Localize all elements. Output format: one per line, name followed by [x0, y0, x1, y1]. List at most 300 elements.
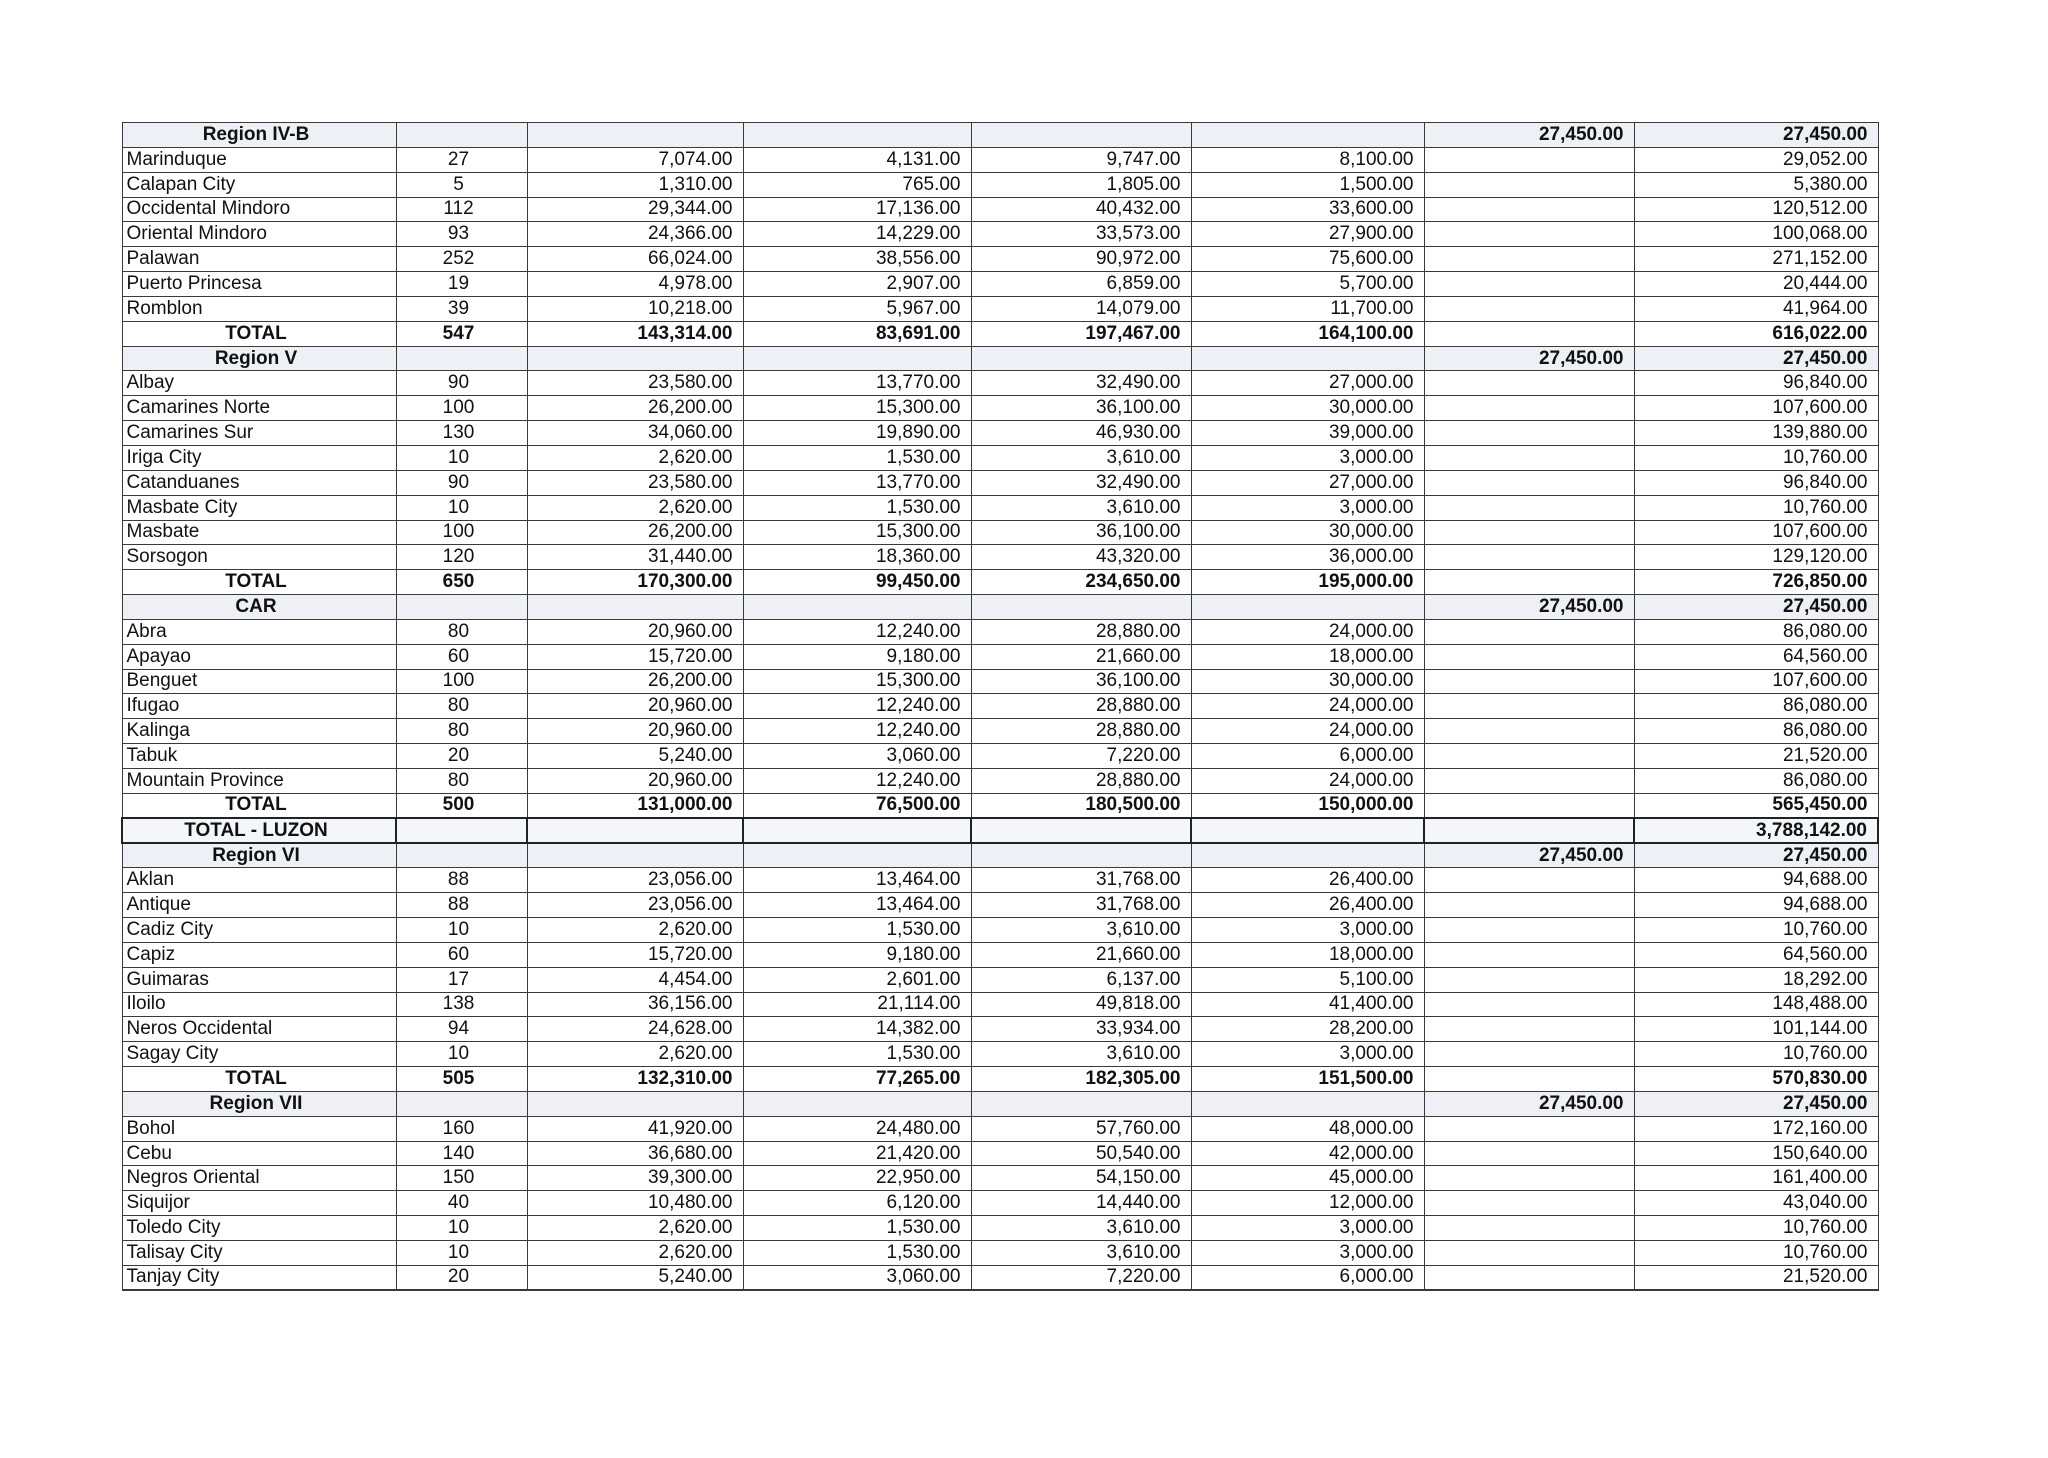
amount-col-3-cell: 36,100.00 [971, 669, 1191, 694]
amount-col-4-cell: 3,000.00 [1191, 495, 1424, 520]
count-cell: 80 [396, 768, 527, 793]
count-cell: 88 [396, 893, 527, 918]
amount-col-1-cell: 170,300.00 [527, 570, 743, 595]
amount-col-1-cell: 34,060.00 [527, 421, 743, 446]
amount-col-4-cell: 164,100.00 [1191, 321, 1424, 346]
count-cell: 90 [396, 371, 527, 396]
amount-col-4-cell [1191, 346, 1424, 371]
count-cell: 100 [396, 396, 527, 421]
row-total-cell: 27,450.00 [1634, 123, 1878, 148]
amount-col-1-cell: 20,960.00 [527, 619, 743, 644]
regional-amount-cell [1424, 694, 1634, 719]
amount-col-1-cell: 2,620.00 [527, 918, 743, 943]
amount-col-3-cell: 33,934.00 [971, 1017, 1191, 1042]
amount-col-1-cell [527, 843, 743, 868]
regional-amount-cell [1424, 421, 1634, 446]
amount-col-3-cell: 3,610.00 [971, 1042, 1191, 1067]
regional-amount-cell [1424, 942, 1634, 967]
region-header-row [122, 595, 1878, 620]
table-row [122, 147, 1878, 172]
amount-col-2-cell: 17,136.00 [743, 197, 971, 222]
table-body [122, 123, 1878, 1291]
amount-col-2-cell: 38,556.00 [743, 247, 971, 272]
regional-amount-cell [1424, 222, 1634, 247]
amount-col-1-cell: 7,074.00 [527, 147, 743, 172]
amount-col-4-cell: 24,000.00 [1191, 768, 1424, 793]
amount-col-3-cell: 7,220.00 [971, 1265, 1191, 1290]
count-cell: 39 [396, 296, 527, 321]
amount-col-3-cell: 6,137.00 [971, 967, 1191, 992]
row-total-cell: 10,760.00 [1634, 1216, 1878, 1241]
amount-col-4-cell: 28,200.00 [1191, 1017, 1424, 1042]
regional-amount-cell [1424, 967, 1634, 992]
amount-col-4-cell: 3,000.00 [1191, 1216, 1424, 1241]
amount-col-2-cell: 18,360.00 [743, 545, 971, 570]
amount-col-1-cell [527, 818, 743, 843]
count-cell: 500 [396, 793, 527, 818]
regional-amount-cell [1424, 495, 1634, 520]
amount-col-3-cell: 21,660.00 [971, 644, 1191, 669]
table-row [122, 421, 1878, 446]
province-name-cell: Mountain Province [122, 768, 396, 793]
row-total-cell: 21,520.00 [1634, 1265, 1878, 1290]
row-total-cell: 172,160.00 [1634, 1116, 1878, 1141]
amount-col-4-cell: 195,000.00 [1191, 570, 1424, 595]
province-name-cell: CAR [122, 595, 396, 620]
amount-col-4-cell: 11,700.00 [1191, 296, 1424, 321]
regional-amount-cell [1424, 520, 1634, 545]
amount-col-1-cell: 10,480.00 [527, 1191, 743, 1216]
province-name-cell: TOTAL [122, 793, 396, 818]
regional-amount-cell [1424, 719, 1634, 744]
province-name-cell: Cebu [122, 1141, 396, 1166]
row-total-cell: 120,512.00 [1634, 197, 1878, 222]
amount-col-2-cell: 765.00 [743, 172, 971, 197]
table-row [122, 371, 1878, 396]
count-cell: 112 [396, 197, 527, 222]
table-row [122, 918, 1878, 943]
amount-col-3-cell: 21,660.00 [971, 942, 1191, 967]
region-header-row [122, 843, 1878, 868]
amount-col-2-cell: 22,950.00 [743, 1166, 971, 1191]
table-row [122, 520, 1878, 545]
province-name-cell: TOTAL [122, 321, 396, 346]
amount-col-4-cell: 41,400.00 [1191, 992, 1424, 1017]
count-cell: 547 [396, 321, 527, 346]
province-name-cell: Aklan [122, 868, 396, 893]
amount-col-1-cell: 20,960.00 [527, 768, 743, 793]
amount-col-2-cell: 2,907.00 [743, 272, 971, 297]
amount-col-1-cell: 1,310.00 [527, 172, 743, 197]
regional-amount-cell [1424, 768, 1634, 793]
amount-col-1-cell: 143,314.00 [527, 321, 743, 346]
amount-col-4-cell: 5,700.00 [1191, 272, 1424, 297]
regional-amount-cell [1424, 470, 1634, 495]
table-row [122, 296, 1878, 321]
regional-amount-cell [1424, 570, 1634, 595]
province-name-cell: Bohol [122, 1116, 396, 1141]
amount-col-3-cell: 28,880.00 [971, 619, 1191, 644]
amount-col-1-cell: 2,620.00 [527, 1240, 743, 1265]
row-total-cell: 161,400.00 [1634, 1166, 1878, 1191]
amount-col-4-cell [1191, 818, 1424, 843]
row-total-cell: 10,760.00 [1634, 1042, 1878, 1067]
table-row [122, 1042, 1878, 1067]
province-name-cell: Tabuk [122, 744, 396, 769]
count-cell: 160 [396, 1116, 527, 1141]
amount-col-2-cell: 1,530.00 [743, 1042, 971, 1067]
count-cell: 100 [396, 520, 527, 545]
amount-col-3-cell: 31,768.00 [971, 868, 1191, 893]
province-name-cell: Masbate City [122, 495, 396, 520]
table-row [122, 396, 1878, 421]
row-total-cell: 27,450.00 [1634, 843, 1878, 868]
row-total-cell: 107,600.00 [1634, 520, 1878, 545]
amount-col-2-cell: 12,240.00 [743, 719, 971, 744]
amount-col-4-cell: 6,000.00 [1191, 1265, 1424, 1290]
amount-col-2-cell: 12,240.00 [743, 768, 971, 793]
table-row [122, 545, 1878, 570]
row-total-cell: 86,080.00 [1634, 719, 1878, 744]
row-total-cell: 107,600.00 [1634, 669, 1878, 694]
row-total-cell: 616,022.00 [1634, 321, 1878, 346]
province-name-cell: Calapan City [122, 172, 396, 197]
province-name-cell: Catanduanes [122, 470, 396, 495]
amount-col-3-cell: 6,859.00 [971, 272, 1191, 297]
count-cell [396, 843, 527, 868]
amount-col-4-cell: 26,400.00 [1191, 893, 1424, 918]
count-cell [396, 818, 527, 843]
count-cell: 20 [396, 744, 527, 769]
province-name-cell: Cadiz City [122, 918, 396, 943]
amount-col-1-cell [527, 346, 743, 371]
regional-amount-cell [1424, 893, 1634, 918]
table-row [122, 644, 1878, 669]
province-name-cell: Region IV-B [122, 123, 396, 148]
row-total-cell: 565,450.00 [1634, 793, 1878, 818]
amount-col-4-cell: 45,000.00 [1191, 1166, 1424, 1191]
regional-amount-cell [1424, 1116, 1634, 1141]
province-name-cell: Talisay City [122, 1240, 396, 1265]
row-total-cell: 10,760.00 [1634, 495, 1878, 520]
amount-col-4-cell: 30,000.00 [1191, 396, 1424, 421]
row-total-cell: 86,080.00 [1634, 619, 1878, 644]
amount-col-2-cell: 1,530.00 [743, 1216, 971, 1241]
regional-amount-cell [1424, 1141, 1634, 1166]
amount-col-1-cell: 26,200.00 [527, 520, 743, 545]
row-total-cell: 726,850.00 [1634, 570, 1878, 595]
province-name-cell: Ifugao [122, 694, 396, 719]
amount-col-3-cell: 3,610.00 [971, 495, 1191, 520]
row-total-cell: 100,068.00 [1634, 222, 1878, 247]
amount-col-4-cell: 24,000.00 [1191, 719, 1424, 744]
amount-col-4-cell: 18,000.00 [1191, 644, 1424, 669]
regional-amount-cell: 27,450.00 [1424, 123, 1634, 148]
regional-amount-cell [1424, 1265, 1634, 1290]
amount-col-1-cell: 2,620.00 [527, 1042, 743, 1067]
amount-col-3-cell: 14,079.00 [971, 296, 1191, 321]
count-cell: 150 [396, 1166, 527, 1191]
amount-col-2-cell: 3,060.00 [743, 744, 971, 769]
regional-amount-cell [1424, 669, 1634, 694]
amount-col-2-cell [743, 843, 971, 868]
count-cell: 5 [396, 172, 527, 197]
amount-col-4-cell: 3,000.00 [1191, 1042, 1424, 1067]
amount-col-2-cell: 13,770.00 [743, 371, 971, 396]
regional-amount-cell [1424, 396, 1634, 421]
table-row [122, 744, 1878, 769]
amount-col-1-cell: 10,218.00 [527, 296, 743, 321]
count-cell: 90 [396, 470, 527, 495]
amount-col-3-cell: 182,305.00 [971, 1067, 1191, 1092]
province-name-cell: Marinduque [122, 147, 396, 172]
count-cell: 138 [396, 992, 527, 1017]
amount-col-3-cell: 40,432.00 [971, 197, 1191, 222]
region-header-row [122, 123, 1878, 148]
row-total-cell: 10,760.00 [1634, 1240, 1878, 1265]
table-row [122, 967, 1878, 992]
amount-col-2-cell: 1,530.00 [743, 918, 971, 943]
row-total-cell: 20,444.00 [1634, 272, 1878, 297]
amount-col-4-cell: 8,100.00 [1191, 147, 1424, 172]
row-total-cell: 150,640.00 [1634, 1141, 1878, 1166]
row-total-cell: 129,120.00 [1634, 545, 1878, 570]
amount-col-4-cell: 3,000.00 [1191, 445, 1424, 470]
count-cell: 650 [396, 570, 527, 595]
row-total-cell: 96,840.00 [1634, 470, 1878, 495]
amount-col-3-cell: 50,540.00 [971, 1141, 1191, 1166]
province-name-cell: Masbate [122, 520, 396, 545]
regional-amount-cell: 27,450.00 [1424, 1091, 1634, 1116]
row-total-cell: 96,840.00 [1634, 371, 1878, 396]
amount-col-3-cell: 31,768.00 [971, 893, 1191, 918]
count-cell: 505 [396, 1067, 527, 1092]
row-total-cell: 10,760.00 [1634, 445, 1878, 470]
amount-col-2-cell: 13,770.00 [743, 470, 971, 495]
count-cell: 60 [396, 942, 527, 967]
regional-amount-cell [1424, 371, 1634, 396]
amount-col-2-cell: 14,382.00 [743, 1017, 971, 1042]
regional-amount-cell [1424, 644, 1634, 669]
table-row [122, 1116, 1878, 1141]
amount-col-2-cell: 19,890.00 [743, 421, 971, 446]
province-name-cell: Kalinga [122, 719, 396, 744]
amount-col-4-cell: 42,000.00 [1191, 1141, 1424, 1166]
amount-col-2-cell: 13,464.00 [743, 893, 971, 918]
allocation-table [121, 122, 1879, 1291]
regional-amount-cell [1424, 197, 1634, 222]
row-total-cell: 3,788,142.00 [1634, 818, 1878, 843]
amount-col-1-cell: 26,200.00 [527, 669, 743, 694]
province-name-cell: Sorsogon [122, 545, 396, 570]
amount-col-4-cell: 36,000.00 [1191, 545, 1424, 570]
table-row [122, 768, 1878, 793]
amount-col-3-cell: 46,930.00 [971, 421, 1191, 446]
amount-col-2-cell: 21,420.00 [743, 1141, 971, 1166]
amount-col-2-cell: 24,480.00 [743, 1116, 971, 1141]
table-row [122, 1166, 1878, 1191]
count-cell: 94 [396, 1017, 527, 1042]
amount-col-1-cell: 29,344.00 [527, 197, 743, 222]
amount-col-4-cell: 1,500.00 [1191, 172, 1424, 197]
amount-col-4-cell: 75,600.00 [1191, 247, 1424, 272]
amount-col-2-cell: 12,240.00 [743, 619, 971, 644]
amount-col-2-cell: 1,530.00 [743, 1240, 971, 1265]
count-cell: 88 [396, 868, 527, 893]
province-name-cell: Capiz [122, 942, 396, 967]
row-total-cell: 5,380.00 [1634, 172, 1878, 197]
regional-amount-cell [1424, 272, 1634, 297]
amount-col-3-cell: 90,972.00 [971, 247, 1191, 272]
province-name-cell: Camarines Norte [122, 396, 396, 421]
amount-col-2-cell: 77,265.00 [743, 1067, 971, 1092]
amount-col-4-cell: 27,900.00 [1191, 222, 1424, 247]
amount-col-3-cell: 49,818.00 [971, 992, 1191, 1017]
amount-col-4-cell: 151,500.00 [1191, 1067, 1424, 1092]
table-row [122, 495, 1878, 520]
province-name-cell: Benguet [122, 669, 396, 694]
amount-col-3-cell [971, 1091, 1191, 1116]
regional-amount-cell [1424, 992, 1634, 1017]
count-cell [396, 346, 527, 371]
amount-col-2-cell [743, 123, 971, 148]
regional-amount-cell [1424, 619, 1634, 644]
count-cell: 10 [396, 918, 527, 943]
row-total-cell: 64,560.00 [1634, 644, 1878, 669]
amount-col-3-cell: 32,490.00 [971, 371, 1191, 396]
amount-col-4-cell: 18,000.00 [1191, 942, 1424, 967]
amount-col-3-cell: 180,500.00 [971, 793, 1191, 818]
amount-col-1-cell: 39,300.00 [527, 1166, 743, 1191]
amount-col-2-cell: 9,180.00 [743, 644, 971, 669]
table-row [122, 247, 1878, 272]
table-row [122, 1216, 1878, 1241]
row-total-cell: 18,292.00 [1634, 967, 1878, 992]
amount-col-4-cell: 24,000.00 [1191, 694, 1424, 719]
regional-amount-cell [1424, 1067, 1634, 1092]
amount-col-3-cell: 14,440.00 [971, 1191, 1191, 1216]
province-name-cell: Iloilo [122, 992, 396, 1017]
regional-amount-cell: 27,450.00 [1424, 346, 1634, 371]
row-total-cell: 101,144.00 [1634, 1017, 1878, 1042]
regional-amount-cell [1424, 744, 1634, 769]
count-cell: 10 [396, 1042, 527, 1067]
table-row [122, 222, 1878, 247]
amount-col-1-cell: 5,240.00 [527, 1265, 743, 1290]
amount-col-1-cell: 23,580.00 [527, 470, 743, 495]
amount-col-3-cell: 28,880.00 [971, 694, 1191, 719]
table-row [122, 1191, 1878, 1216]
table-row [122, 445, 1878, 470]
amount-col-4-cell: 26,400.00 [1191, 868, 1424, 893]
count-cell: 120 [396, 545, 527, 570]
amount-col-2-cell: 12,240.00 [743, 694, 971, 719]
count-cell: 10 [396, 495, 527, 520]
row-total-cell: 41,964.00 [1634, 296, 1878, 321]
table-row [122, 893, 1878, 918]
amount-col-1-cell: 41,920.00 [527, 1116, 743, 1141]
amount-col-4-cell: 27,000.00 [1191, 371, 1424, 396]
amount-col-1-cell [527, 123, 743, 148]
grand-total-row [122, 818, 1878, 843]
province-name-cell: Puerto Princesa [122, 272, 396, 297]
table-row [122, 868, 1878, 893]
amount-col-3-cell: 28,880.00 [971, 719, 1191, 744]
amount-col-1-cell: 23,056.00 [527, 893, 743, 918]
amount-col-1-cell: 4,454.00 [527, 967, 743, 992]
province-name-cell: TOTAL [122, 570, 396, 595]
row-total-cell: 10,760.00 [1634, 918, 1878, 943]
amount-col-1-cell: 23,580.00 [527, 371, 743, 396]
count-cell: 20 [396, 1265, 527, 1290]
regional-amount-cell [1424, 793, 1634, 818]
amount-col-2-cell: 5,967.00 [743, 296, 971, 321]
count-cell: 10 [396, 1216, 527, 1241]
count-cell: 19 [396, 272, 527, 297]
row-total-cell: 64,560.00 [1634, 942, 1878, 967]
amount-col-3-cell: 3,610.00 [971, 1240, 1191, 1265]
amount-col-1-cell: 66,024.00 [527, 247, 743, 272]
count-cell: 252 [396, 247, 527, 272]
amount-col-4-cell [1191, 843, 1424, 868]
amount-col-2-cell: 15,300.00 [743, 520, 971, 545]
regional-amount-cell [1424, 818, 1634, 843]
row-total-cell: 21,520.00 [1634, 744, 1878, 769]
amount-col-2-cell: 15,300.00 [743, 669, 971, 694]
row-total-cell: 86,080.00 [1634, 694, 1878, 719]
amount-col-1-cell: 26,200.00 [527, 396, 743, 421]
amount-col-3-cell: 197,467.00 [971, 321, 1191, 346]
table-row [122, 619, 1878, 644]
amount-col-3-cell: 7,220.00 [971, 744, 1191, 769]
amount-col-1-cell: 23,056.00 [527, 868, 743, 893]
amount-col-1-cell [527, 595, 743, 620]
amount-col-3-cell: 234,650.00 [971, 570, 1191, 595]
region-header-row [122, 346, 1878, 371]
amount-col-4-cell: 27,000.00 [1191, 470, 1424, 495]
count-cell: 130 [396, 421, 527, 446]
regional-amount-cell [1424, 545, 1634, 570]
table-row [122, 470, 1878, 495]
amount-col-4-cell: 30,000.00 [1191, 669, 1424, 694]
regional-amount-cell [1424, 1216, 1634, 1241]
count-cell: 140 [396, 1141, 527, 1166]
amount-col-4-cell: 48,000.00 [1191, 1116, 1424, 1141]
amount-col-1-cell: 2,620.00 [527, 1216, 743, 1241]
regional-amount-cell: 27,450.00 [1424, 595, 1634, 620]
amount-col-2-cell: 2,601.00 [743, 967, 971, 992]
amount-col-2-cell [743, 1091, 971, 1116]
amount-col-2-cell: 83,691.00 [743, 321, 971, 346]
table-row [122, 669, 1878, 694]
table-row [122, 1141, 1878, 1166]
amount-col-4-cell [1191, 123, 1424, 148]
amount-col-4-cell: 39,000.00 [1191, 421, 1424, 446]
subtotal-row [122, 1067, 1878, 1092]
regional-amount-cell: 27,450.00 [1424, 843, 1634, 868]
amount-col-2-cell: 9,180.00 [743, 942, 971, 967]
amount-col-4-cell: 30,000.00 [1191, 520, 1424, 545]
regional-amount-cell [1424, 1166, 1634, 1191]
amount-col-2-cell: 6,120.00 [743, 1191, 971, 1216]
amount-col-2-cell: 1,530.00 [743, 445, 971, 470]
province-name-cell: Palawan [122, 247, 396, 272]
province-name-cell: Negros Oriental [122, 1166, 396, 1191]
count-cell [396, 1091, 527, 1116]
amount-col-1-cell: 15,720.00 [527, 644, 743, 669]
region-header-row [122, 1091, 1878, 1116]
row-total-cell: 29,052.00 [1634, 147, 1878, 172]
